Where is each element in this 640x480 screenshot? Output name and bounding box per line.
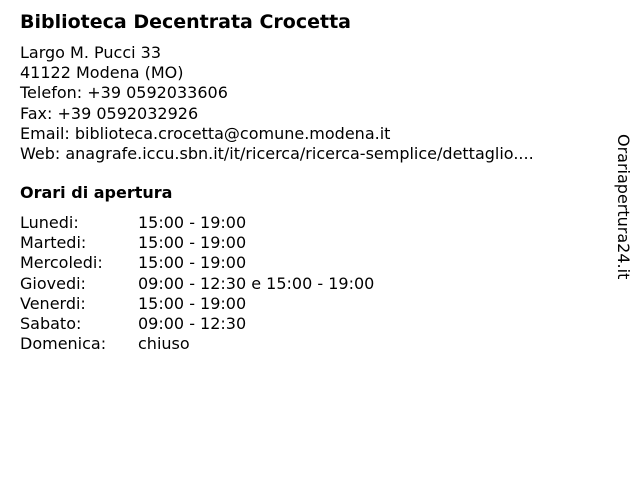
contact-info xyxy=(20,43,534,164)
email-line: Email: biblioteca.crocetta@comune.modena.it xyxy=(20,123,391,143)
web-line: Web: anagrafe.iccu.sbn.it/it/ricerca/ricerca-semplice/dettaglio.... xyxy=(20,143,534,163)
day-label: Domenica: xyxy=(20,334,107,354)
opening-hours-heading: Orari di apertura xyxy=(20,183,173,202)
hours-row-sunday xyxy=(20,334,374,354)
hours-row-friday xyxy=(20,294,374,314)
time-value: 15:00 - 19:00 xyxy=(138,253,247,273)
hours-row-saturday xyxy=(20,314,374,334)
library-name: Biblioteca Decentrata Crocetta xyxy=(20,11,351,33)
time-value: 09:00 - 12:30 e 15:00 - 19:00 xyxy=(138,273,375,293)
hours-row-monday xyxy=(20,213,374,233)
address-street: Largo M. Pucci 33 xyxy=(20,43,162,62)
address-city: 41122 Modena (MO) xyxy=(20,63,184,83)
hours-row-wednesday xyxy=(20,253,374,273)
opening-hours-table xyxy=(20,213,374,354)
phone-line: Telefon: +39 0592033606 xyxy=(20,83,228,103)
time-value: 15:00 - 19:00 xyxy=(138,293,247,313)
hours-row-tuesday xyxy=(20,233,374,253)
day-label: Mercoledi: xyxy=(20,253,103,273)
hours-row-thursday xyxy=(20,274,374,294)
site-watermark-text: Orariapertura24.it xyxy=(614,134,633,280)
time-value: chiuso xyxy=(138,334,190,354)
day-label: Giovedi: xyxy=(20,273,86,293)
time-value: 15:00 - 19:00 xyxy=(138,213,247,232)
day-label: Venerdi: xyxy=(20,293,86,313)
site-watermark xyxy=(613,134,633,312)
time-value: 09:00 - 12:30 xyxy=(138,313,247,333)
fax-line: Fax: +39 0592032926 xyxy=(20,103,199,123)
day-label: Sabato: xyxy=(20,313,82,333)
day-label: Martedi: xyxy=(20,233,87,253)
day-label: Lunedi: xyxy=(20,213,79,232)
time-value: 15:00 - 19:00 xyxy=(138,233,247,253)
